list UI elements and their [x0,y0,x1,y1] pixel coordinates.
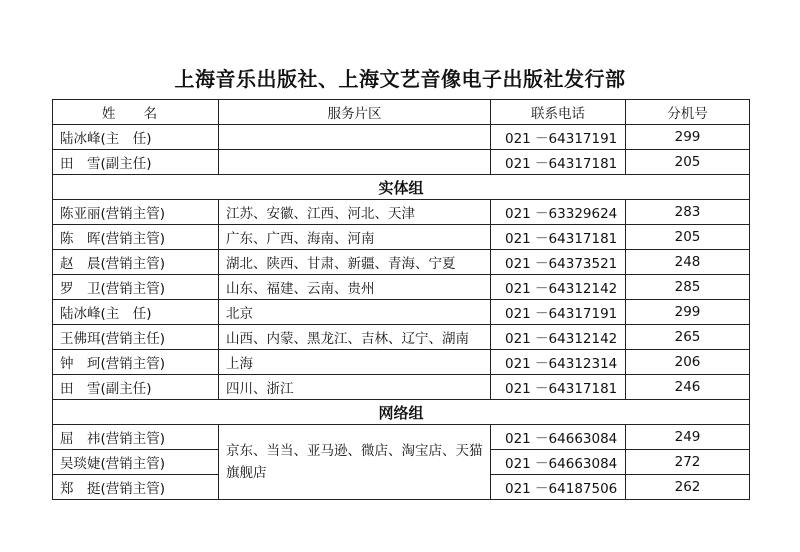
phone-cell: 021 －64317191 [491,300,626,325]
ext-cell: 262 [626,475,750,500]
table-row [53,300,750,325]
table-row [53,375,750,400]
name-cell: 陈亚丽(营销主管) [53,200,219,225]
phone-cell: 021 －64317181 [491,225,626,250]
table-row [53,250,750,275]
section-title: 网络组 [53,400,750,425]
section-row [53,175,750,200]
phone-cell: 021 －64187506 [491,475,626,500]
phone-cell: 021 －64312142 [491,275,626,300]
header-row [53,100,750,125]
name-cell: 陆冰峰(主 任) [53,125,219,150]
ext-cell: 206 [626,350,750,375]
name-cell: 郑 挺(营销主管) [53,475,219,500]
table-row [53,350,750,375]
phone-cell: 021 －64663084 [491,450,626,475]
area-cell: 上海 [219,350,491,375]
name-cell: 陆冰峰(主 任) [53,300,219,325]
name-cell: 田 雪(副主任) [53,375,219,400]
name-cell: 王佛珥(营销主任) [53,325,219,350]
ext-cell: 299 [626,125,750,150]
area-cell: 湖北、陕西、甘肃、新疆、青海、宁夏 [219,250,491,275]
area-cell: 四川、浙江 [219,375,491,400]
name-cell: 吴琰婕(营销主管) [53,450,219,475]
phone-cell: 021 －64317181 [491,150,626,175]
phone-cell: 021 －64317181 [491,375,626,400]
name-cell: 赵 晨(营销主管) [53,250,219,275]
ext-cell: 285 [626,275,750,300]
name-cell: 屈 祎(营销主管) [53,425,219,450]
header-ext: 分机号 [626,100,750,125]
ext-cell: 205 [626,225,750,250]
section-title: 实体组 [53,175,750,200]
area-cell: 山西、内蒙、黑龙江、吉林、辽宁、湖南 [219,325,491,350]
area-cell [219,125,491,150]
table-row [53,200,750,225]
table-row [53,150,750,175]
area-cell: 山东、福建、云南、贵州 [219,275,491,300]
header-name: 姓 名 [53,100,219,125]
phone-cell: 021 －64312314 [491,350,626,375]
phone-cell: 021 －64373521 [491,250,626,275]
phone-cell: 021 －64663084 [491,425,626,450]
table-row [53,225,750,250]
area-cell-merged: 京东、当当、亚马逊、微店、淘宝店、天猫旗舰店 [219,425,491,500]
ext-cell: 205 [626,150,750,175]
area-cell: 江苏、安徽、江西、河北、天津 [219,200,491,225]
table-row [53,325,750,350]
name-cell: 钟 珂(营销主管) [53,350,219,375]
section-row [53,400,750,425]
ext-cell: 265 [626,325,750,350]
area-cell [219,150,491,175]
phone-cell: 021 －63329624 [491,200,626,225]
name-cell: 罗 卫(营销主管) [53,275,219,300]
ext-cell: 283 [626,200,750,225]
table-row [53,275,750,300]
area-cell: 广东、广西、海南、河南 [219,225,491,250]
name-cell: 田 雪(副主任) [53,150,219,175]
header-area: 服务片区 [219,100,491,125]
phone-cell: 021 －64312142 [491,325,626,350]
table-row [53,125,750,150]
area-cell: 北京 [219,300,491,325]
ext-cell: 249 [626,425,750,450]
table-row [53,425,750,450]
page-title: 上海音乐出版社、上海文艺音像电子出版社发行部 [174,67,626,91]
contact-table [52,99,750,500]
phone-cell: 021 －64317191 [491,125,626,150]
ext-cell: 299 [626,300,750,325]
ext-cell: 246 [626,375,750,400]
ext-cell: 272 [626,450,750,475]
name-cell: 陈 晖(营销主管) [53,225,219,250]
header-phone: 联系电话 [491,100,626,125]
ext-cell: 248 [626,250,750,275]
